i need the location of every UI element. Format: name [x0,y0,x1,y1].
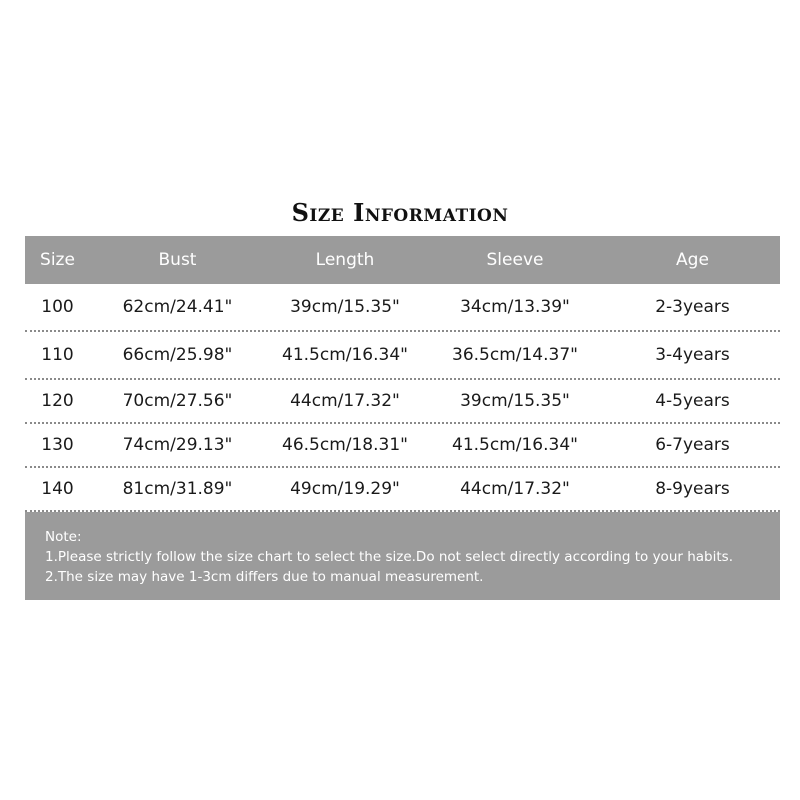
cell-size: 140 [41,479,74,499]
cell-age: 8-9years [655,479,730,499]
cell-sleeve: 41.5cm/16.34" [452,435,578,455]
header-age: Age [676,250,709,270]
table-row [25,332,780,380]
cell-age: 2-3years [655,297,730,317]
cell-size: 100 [41,297,74,317]
cell-bust: 66cm/25.98" [122,345,233,365]
note-line-2: 2.The size may have 1-3cm differs due to manual measurement. [45,569,484,585]
cell-size: 130 [41,435,74,455]
header-bust: Bust [158,250,197,270]
header-size: Size [40,250,75,270]
cell-sleeve: 34cm/13.39" [460,297,570,317]
table-row [25,424,780,468]
note-box [25,512,780,600]
cell-length: 44cm/17.32" [290,391,400,411]
cell-length: 49cm/19.29" [290,479,400,499]
header-sleeve: Sleeve [486,250,544,270]
table-row [25,380,780,424]
cell-length: 46.5cm/18.31" [282,435,408,455]
cell-bust: 74cm/29.13" [122,435,233,455]
cell-size: 110 [41,345,74,365]
cell-size: 120 [41,391,74,411]
table-row [25,468,780,512]
table-row [25,284,780,332]
cell-bust: 62cm/24.41" [122,297,233,317]
cell-bust: 81cm/31.89" [122,479,233,499]
table-header [25,236,780,284]
header-length: Length [315,250,375,270]
cell-length: 39cm/15.35" [290,297,400,317]
cell-sleeve: 44cm/17.32" [460,479,570,499]
cell-age: 3-4years [655,345,730,365]
cell-age: 4-5years [655,391,730,411]
note-line-1: 1.Please strictly follow the size chart to select the size.Do not select directly according to your habits. [45,549,733,565]
cell-length: 41.5cm/16.34" [282,345,408,365]
size-table [25,236,780,512]
cell-sleeve: 36.5cm/14.37" [452,345,578,365]
page-title: Size Information [291,198,509,227]
cell-sleeve: 39cm/15.35" [460,391,570,411]
cell-age: 6-7years [655,435,730,455]
cell-bust: 70cm/27.56" [122,391,233,411]
note-heading: Note: [45,529,82,545]
